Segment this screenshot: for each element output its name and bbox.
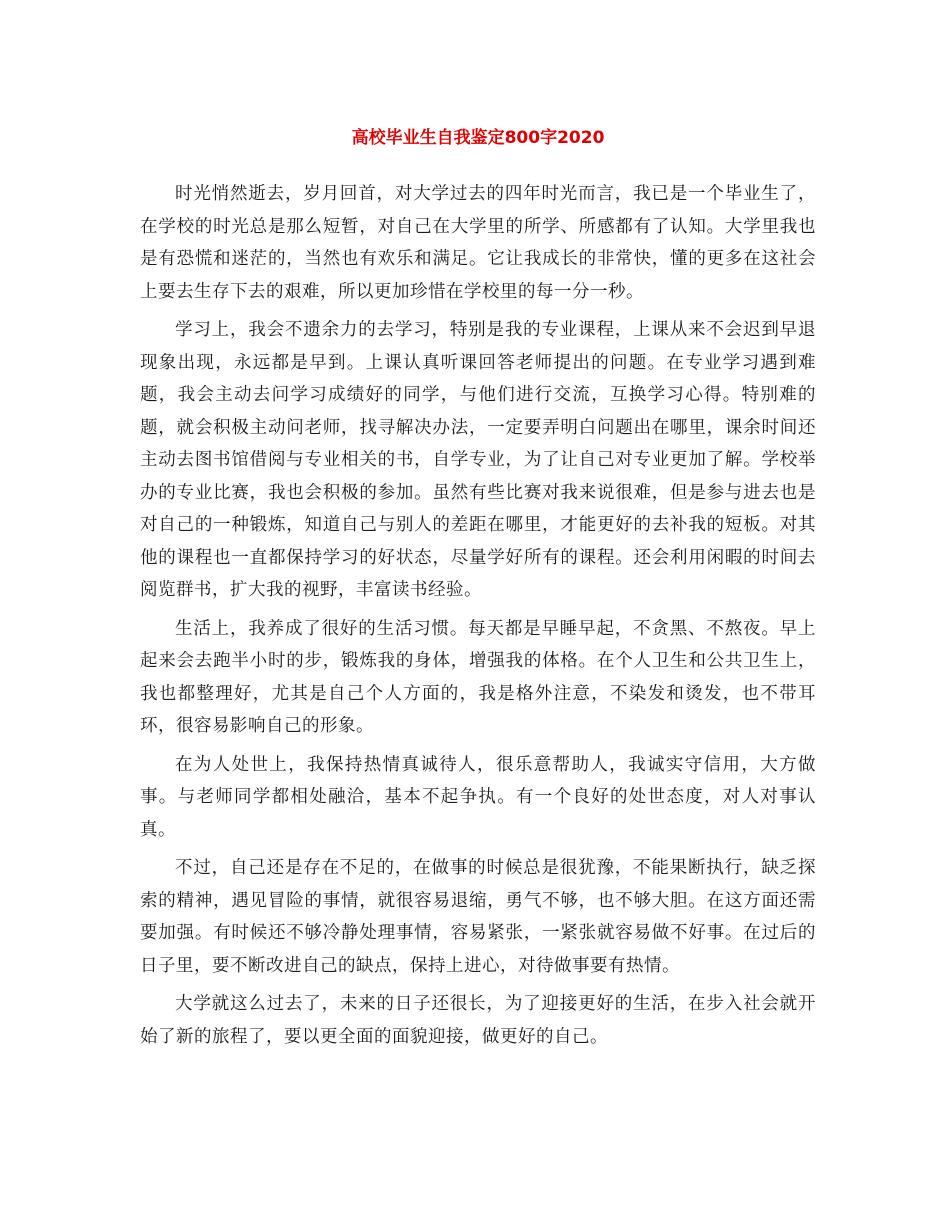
paragraph-life: 生活上，我养成了很好的生活习惯。每天都是早睡早起，不贪黑、不熬夜。早上起来会去跑半小时的步，锻炼我的身体，增强我的体格。在个人卫生和公共卫生上，我也都整理好，尤其是自己个人方面的，我是格外注意，不染发和烫发，也不带耳环，很容易影响自己的形象。 — [140, 618, 816, 736]
paragraph-study: 学习上，我会不遗余力的去学习，特别是我的专业课程，上课从来不会迟到早退现象出现，永远都是早到。上课认真听课回答老师提出的问题。在专业学习遇到难题，我会主动去问学习成绩好的同学，与他们进行交流，互换学习心得。特别难的题，就会积极主动问老师，找寻解决办法，一定要弄明白问题出在哪里，课余时间还主动去图书馆借阅与专业相关的书，自学专业，为了让自己对专业更加了解。学校举办的专业比赛，我也会积极的参加。虽然有些比赛对我来说很难，但是参与进去也是对自己的一种锻炼，知道自己与别人的差距在哪里，才能更好的去补我的短板。对其他的课程也一直都保持学习的好状态，尽量学好所有的课程。还会利用闲暇的时间去阅览群书，扩大我的视野，丰富读书经验。 — [140, 320, 816, 600]
paragraph-shortcomings: 不过，自己还是存在不足的，在做事的时候总是很犹豫，不能果断执行，缺乏探索的精神，遇见冒险的事情，就很容易退缩，勇气不够，也不够大胆。在这方面还需要加强。有时候还不够冷静处理事情，容易紧张，一紧张就容易做不好事。在过后的日子里，要不断改进自己的缺点，保持上进心，对待做事要有热情。 — [140, 858, 816, 976]
document-body — [140, 178, 816, 1053]
paragraph-conduct: 在为人处世上，我保持热情真诚待人，很乐意帮助人，我诚实守信用，大方做事。与老师同学都相处融洽，基本不起争执。有一个良好的处世态度，对人对事认真。 — [140, 754, 816, 840]
paragraph-conclusion: 大学就这么过去了，未来的日子还很长，为了迎接更好的生活，在步入社会就开始了新的旅程了，要以更全面的面貌迎接，做更好的自己。 — [140, 994, 816, 1047]
paragraph-intro: 时光悄然逝去，岁月回首，对大学过去的四年时光而言，我已是一个毕业生了，在学校的时光总是那么短暂，对自己在大学里的所学、所感都有了认知。大学里我也是有恐慌和迷茫的，当然也有欢乐和满足。它让我成长的非常快，懂的更多在这社会上要去生存下去的艰难，所以更加珍惜在学校里的每一分一秒。 — [140, 184, 816, 302]
document-title: 高校毕业生自我鉴定800字2020 — [351, 128, 605, 148]
